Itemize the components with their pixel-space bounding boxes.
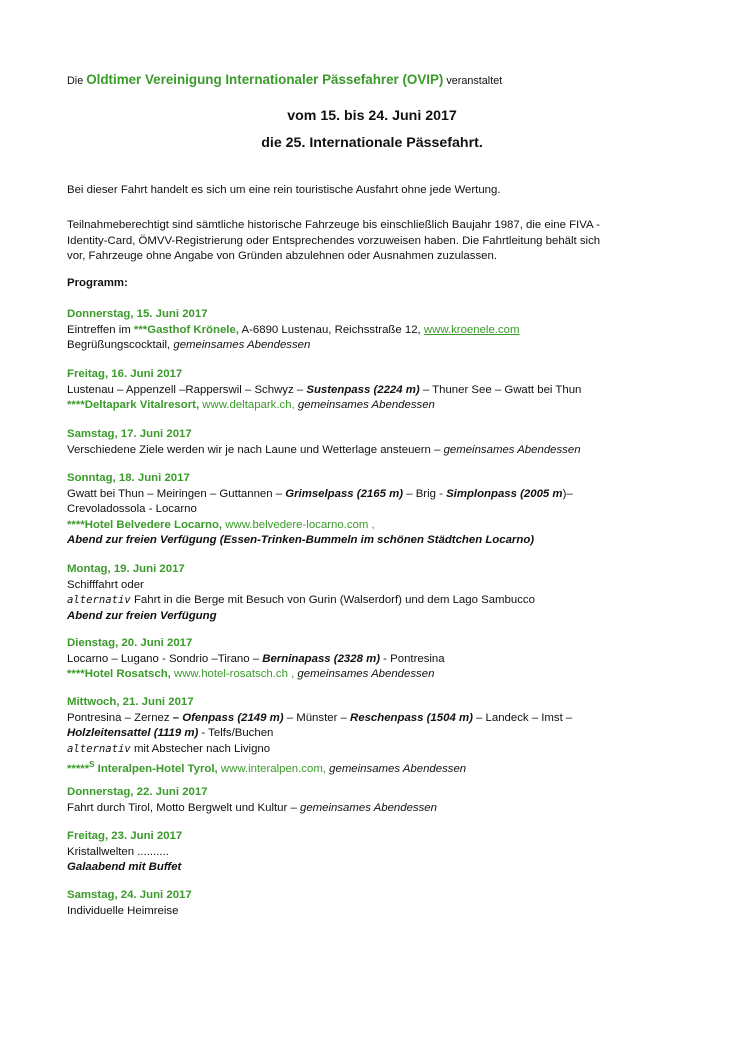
description-paragraph: Bei dieser Fahrt handelt es sich um eine rein touristische Ausfahrt ohne jede Wertung. [67,184,501,196]
day-line: Schifffahrt oder [67,578,144,591]
intro-suffix: veranstaltet [446,75,503,87]
day-block-24 [67,888,682,919]
day-line [67,801,682,817]
hotel-name: Interalpen-Hotel Tyrol, [94,762,218,775]
dinner-note: gemeinsames Abendessen [325,762,467,775]
pass-name: Sustenpass (2224 m) [306,383,420,396]
evening-note: Abend zur freien Verfügung [67,609,217,622]
day-line [67,742,682,758]
day-heading: Samstag, 17. Juni 2017 [67,428,192,440]
day-line: Crevoladossola - Locarno [67,503,197,515]
alternative-label: alternativ [67,742,131,755]
hotel-website: www.deltapark.ch, [199,399,295,411]
evening-note: Abend zur freien Verfügung (Essen-Trinken-Bummeln im schönen Städtchen Locarno) [67,534,535,546]
day-block-17 [67,427,682,458]
dinner-note: gemeinsames Abendessen [173,339,311,351]
route: – Thuner See – Gwatt bei Thun [419,383,582,396]
text: mit Abstecher nach Livigno [130,742,271,755]
pass-name: Simplonpass (2005 m [446,487,563,500]
day-heading: Dienstag, 20. Juni 2017 [67,637,193,649]
route: - Telfs/Buchen [198,727,274,739]
hotel-website: www.hotel-rosatsch.ch , [170,668,295,680]
route: )– [562,487,573,500]
day-heading: Montag, 19. Juni 2017 [67,563,185,575]
hotel-name: ****Hotel Belvedere Locarno, [67,518,223,531]
route: – Landeck – Imst – [472,711,573,724]
text: Eintreffen im [67,323,134,336]
day-heading: Sonntag, 18. Juni 2017 [67,472,190,484]
text: Begrüßungscocktail, [67,339,174,351]
alternative-label: alternativ [67,594,131,606]
day-block-23 [67,829,682,876]
day-line [67,711,682,727]
day-line [67,323,682,339]
hotel-website: www.belvedere-locarno.com , [222,518,375,531]
day-block-16 [67,367,682,414]
route: Pontresina – Zernez [67,711,173,724]
pass-name: Grimselpass (2165 m) [285,487,404,500]
day-heading: Donnerstag, 15. Juni 2017 [67,308,208,320]
eligibility-line: vor, Fahrzeuge ohne Angabe von Gründen abzulehnen oder Ausnahmen zuzulassen. [67,250,497,262]
day-heading: Freitag, 23. Juni 2017 [67,830,183,842]
eligibility-line: Teilnahmeberechtigt sind sämtliche historische Fahrzeuge bis einschließlich Baujahr 1987, die eine FIVA - [67,219,600,231]
evening-note: Galaabend mit Buffet [67,861,182,873]
hotel-stars: ***** [67,762,90,775]
day-heading: Donnerstag, 22. Juni 2017 [67,786,208,798]
route: – Brig - [403,487,447,500]
route: Locarno – Lugano - Sondrio –Tirano – [67,652,263,665]
pass-name: Berninapass (2328 m) [262,652,381,665]
day-line [67,518,682,534]
hotel-name: ****Deltapark Vitalresort, [67,399,200,411]
intro-line [67,72,502,90]
dinner-note: gemeinsames Abendessen [294,399,435,411]
organization-name: Oldtimer Vereinigung Internationaler Pässefahrer (OVIP) [86,72,444,87]
day-line [67,487,682,503]
address: A-6890 Lustenau, Reichsstraße 12, [238,323,424,336]
day-heading: Freitag, 16. Juni 2017 [67,368,183,380]
day-line [67,726,682,742]
day-line: Kristallwelten .......... [67,845,169,858]
pass-name: – Ofenpass (2149 m) [172,711,284,724]
route: Lustenau – Appenzell –Rapperswil – Schwyz – [67,383,307,396]
pass-name: Holzleitensattel (1119 m) [67,727,199,739]
dinner-note: gemeinsames Abendessen [443,443,581,456]
day-block-22 [67,785,682,816]
hotel-link[interactable]: www.kroenele.com [423,323,520,336]
event-name-title: die 25. Internationale Pässefahrt. [261,135,483,151]
dinner-note: gemeinsames Abendessen [294,668,435,680]
text: Fahrt durch Tirol, Motto Bergwelt und Kultur – [67,801,300,814]
hotel-website: www.interalpen.com, [217,762,326,775]
day-line: Individuelle Heimreise [67,904,179,917]
pass-name: Reschenpass (1504 m) [350,711,473,724]
eligibility-line: Identity-Card, ÖMVV-Registrierung oder Entsprechendes vorzuweisen haben. Die Fahrtleitung behält sich [67,234,601,247]
route: Gwatt bei Thun – Meiringen – Guttannen – [67,487,286,500]
hotel-stars-superior: S [89,760,95,769]
route: - Pontresina [380,652,445,665]
day-block-18 [67,471,682,549]
day-block-20 [67,636,682,683]
day-block-21 [67,695,682,777]
text: Fahrt in die Berge mit Besuch von Gurin (Walserdorf) und dem Lago Sambucco [130,594,535,606]
day-line [67,338,682,354]
day-line [67,652,682,668]
text: Verschiedene Ziele werden wir je nach Laune und Wetterlage ansteuern – [67,443,444,456]
day-line [67,383,682,399]
day-line [67,757,682,777]
day-line [67,443,682,459]
day-block-15 [67,307,682,354]
event-dates-title: vom 15. bis 24. Juni 2017 [287,108,457,124]
hotel-name: ****Hotel Rosatsch, [67,668,171,680]
day-block-19 [67,562,682,624]
hotel-name: ***Gasthof Krönele, [133,323,239,336]
programm-label: Programm: [67,277,128,289]
day-heading: Mittwoch, 21. Juni 2017 [67,696,194,708]
intro-prefix: Die [67,75,84,87]
day-line [67,398,682,414]
day-line [67,667,682,683]
route: – Münster – [283,711,351,724]
eligibility-paragraph [67,218,677,265]
dinner-note: gemeinsames Abendessen [299,801,437,814]
day-heading: Samstag, 24. Juni 2017 [67,889,192,901]
day-line [67,593,682,609]
